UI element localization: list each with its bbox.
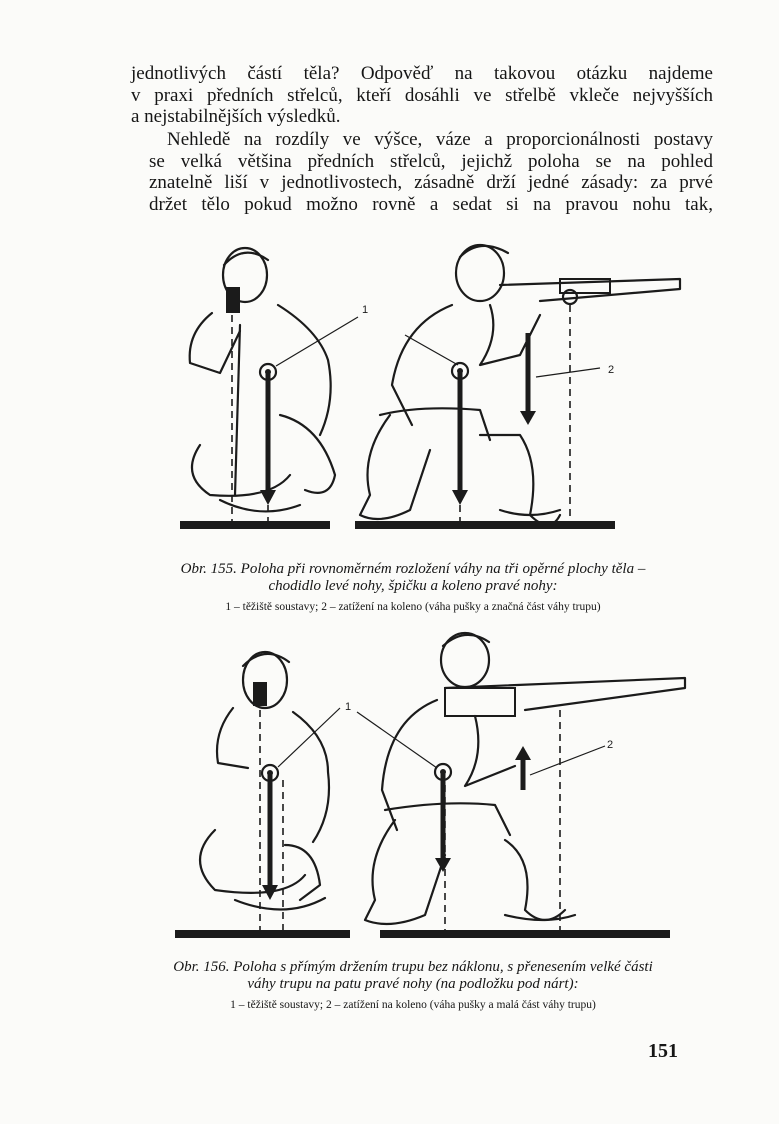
front-view-figure xyxy=(175,652,350,938)
figure-155-illustration xyxy=(180,235,680,540)
text-line: držet tělo pokud možno rovně a sedat si na pravou nohu tak, xyxy=(149,193,713,215)
figure-155-caption xyxy=(110,561,716,595)
figure-155-legend: 1 – těžiště soustavy; 2 – zatížení na koleno (váha pušky a značná část váhy trupu) xyxy=(225,601,601,613)
text-line: jednotlivých částí těla? Odpověď na takovou otázku najdeme xyxy=(131,63,713,84)
side-view-figure xyxy=(345,633,685,938)
paragraph-2 xyxy=(131,129,713,215)
text-line: se velká většina předních střelců, jejichž poloha se na pohled xyxy=(149,150,713,172)
page-number: 151 xyxy=(648,1040,678,1062)
text-line: a nejstabilnějších výsledků. xyxy=(131,106,341,127)
figure-155-label-1: 1 xyxy=(362,304,369,316)
paragraph-1 xyxy=(131,63,713,128)
text-line: v praxi předních střelců, kteří dosáhli ve střelbě vkleče nejvyšších xyxy=(131,84,713,106)
figure-156-label-2: 2 xyxy=(607,739,614,751)
figure-156-illustration xyxy=(175,630,685,945)
front-view-figure xyxy=(180,248,358,529)
caption-line: Obr. 156. Poloha s přímým držením trupu bez náklonu, s přenesením velké části xyxy=(173,959,653,975)
caption-line: chodidlo levé nohy, špičku a koleno pravé nohy: xyxy=(268,578,558,594)
text-line: Nehledě na rozdíly ve výšce, váze a proporcionálnosti postavy xyxy=(167,129,713,150)
figure-155-label-2: 2 xyxy=(608,364,615,376)
figure-156-caption xyxy=(110,959,716,993)
figure-156-label-1: 1 xyxy=(345,701,352,713)
figure-156-legend: 1 – těžiště soustavy; 2 – zatížení na koleno (váha pušky a malá část váhy trupu) xyxy=(230,999,596,1011)
side-view-figure xyxy=(355,245,680,529)
caption-line: Obr. 155. Poloha při rovnoměrném rozložení váhy na tři opěrné plochy těla – xyxy=(180,561,646,577)
caption-line: váhy trupu na patu pravé nohy (na podložku pod nárt): xyxy=(247,976,579,992)
text-line: znatelně liší v jednotlivostech, zásadně drží jedné zásady: za prvé xyxy=(149,172,713,193)
